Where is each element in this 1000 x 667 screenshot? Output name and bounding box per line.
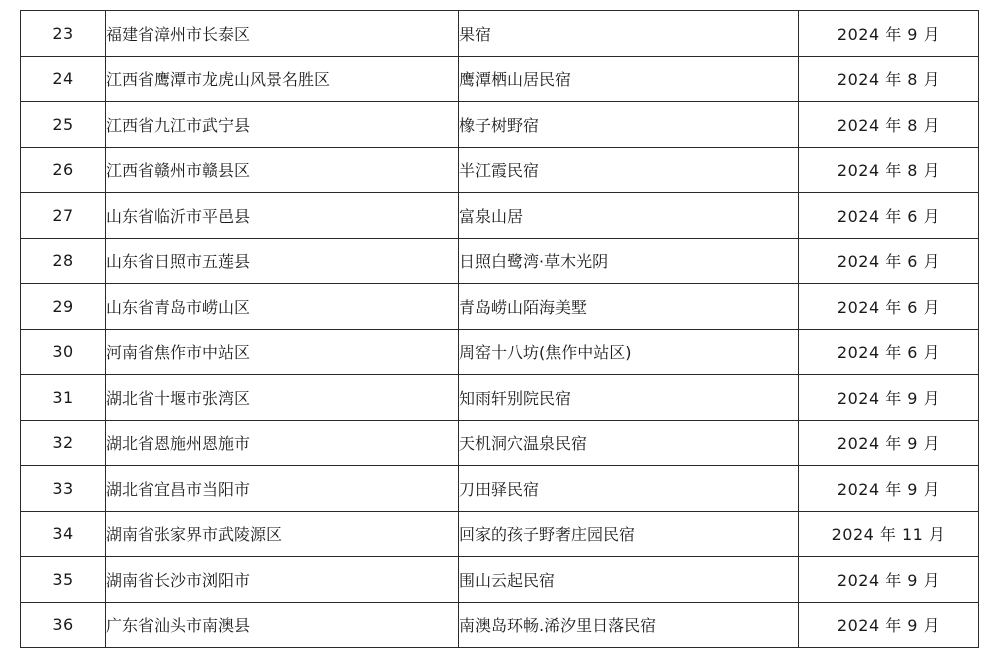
homestay-name-cell: 天机洞穴温泉民宿 [459, 420, 799, 466]
table-body [21, 11, 979, 648]
row-number: 23 [21, 11, 106, 57]
row-number: 25 [21, 102, 106, 148]
table-row [21, 102, 979, 148]
region-cell: 河南省焦作市中站区 [106, 329, 459, 375]
region-cell: 湖北省宜昌市当阳市 [106, 466, 459, 512]
row-number: 26 [21, 147, 106, 193]
homestay-name-cell: 果宿 [459, 11, 799, 57]
date-cell: 2024 年 8 月 [799, 102, 979, 148]
homestay-name-cell: 青岛崂山陌海美墅 [459, 284, 799, 330]
row-number: 35 [21, 557, 106, 603]
row-number: 29 [21, 284, 106, 330]
homestay-name-cell: 日照白鹭湾·草木光阴 [459, 238, 799, 284]
homestay-name-cell: 回家的孩子野奢庄园民宿 [459, 511, 799, 557]
date-cell: 2024 年 9 月 [799, 602, 979, 648]
homestay-name-cell: 围山云起民宿 [459, 557, 799, 603]
row-number: 24 [21, 56, 106, 102]
table-row [21, 557, 979, 603]
homestay-name-cell: 南澳岛环畅.浠汐里日落民宿 [459, 602, 799, 648]
homestay-name-cell: 周窑十八坊(焦作中站区) [459, 329, 799, 375]
date-cell: 2024 年 9 月 [799, 466, 979, 512]
region-cell: 湖北省恩施州恩施市 [106, 420, 459, 466]
homestay-name-cell: 橡子树野宿 [459, 102, 799, 148]
table-row [21, 238, 979, 284]
homestay-name-cell: 鹰潭栖山居民宿 [459, 56, 799, 102]
row-number: 33 [21, 466, 106, 512]
row-number: 32 [21, 420, 106, 466]
table-row [21, 511, 979, 557]
row-number: 27 [21, 193, 106, 239]
table-row [21, 284, 979, 330]
date-cell: 2024 年 9 月 [799, 557, 979, 603]
date-cell: 2024 年 8 月 [799, 147, 979, 193]
table-row [21, 147, 979, 193]
date-cell: 2024 年 6 月 [799, 329, 979, 375]
region-cell: 湖北省十堰市张湾区 [106, 375, 459, 421]
homestay-name-cell: 知雨轩别院民宿 [459, 375, 799, 421]
date-cell: 2024 年 6 月 [799, 284, 979, 330]
region-cell: 山东省青岛市崂山区 [106, 284, 459, 330]
date-cell: 2024 年 9 月 [799, 420, 979, 466]
table-row [21, 466, 979, 512]
table-row [21, 602, 979, 648]
region-cell: 江西省鹰潭市龙虎山风景名胜区 [106, 56, 459, 102]
region-cell: 广东省汕头市南澳县 [106, 602, 459, 648]
table-row [21, 375, 979, 421]
row-number: 28 [21, 238, 106, 284]
row-number: 30 [21, 329, 106, 375]
row-number: 34 [21, 511, 106, 557]
region-cell: 福建省漳州市长泰区 [106, 11, 459, 57]
date-cell: 2024 年 6 月 [799, 238, 979, 284]
region-cell: 江西省赣州市赣县区 [106, 147, 459, 193]
table-row [21, 329, 979, 375]
region-cell: 山东省日照市五莲县 [106, 238, 459, 284]
homestay-name-cell: 刀田驿民宿 [459, 466, 799, 512]
table-row [21, 193, 979, 239]
table-row [21, 56, 979, 102]
row-number: 31 [21, 375, 106, 421]
homestay-name-cell: 富泉山居 [459, 193, 799, 239]
table-row [21, 420, 979, 466]
table-row [21, 11, 979, 57]
region-cell: 山东省临沂市平邑县 [106, 193, 459, 239]
region-cell: 湖南省长沙市浏阳市 [106, 557, 459, 603]
region-cell: 湖南省张家界市武陵源区 [106, 511, 459, 557]
homestay-table [20, 10, 979, 648]
date-cell: 2024 年 11 月 [799, 511, 979, 557]
date-cell: 2024 年 9 月 [799, 11, 979, 57]
date-cell: 2024 年 9 月 [799, 375, 979, 421]
date-cell: 2024 年 8 月 [799, 56, 979, 102]
row-number: 36 [21, 602, 106, 648]
region-cell: 江西省九江市武宁县 [106, 102, 459, 148]
date-cell: 2024 年 6 月 [799, 193, 979, 239]
homestay-name-cell: 半江霞民宿 [459, 147, 799, 193]
